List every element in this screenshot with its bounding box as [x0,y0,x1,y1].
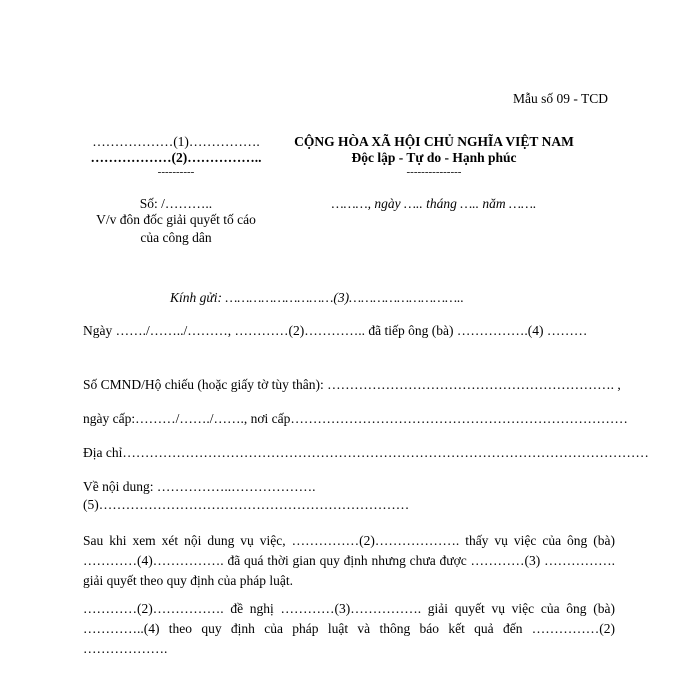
form-code: Mẫu số 09 - TCD [513,91,609,106]
paragraph-review: Sau khi xem xét nội dung vụ việc, ……………(2)………………. thấy vụ việc của ông (bà) …………(4)……………. đã quá thời gian quy định nhưng chưa được …………(3) ……………. giải quyết theo quy định của pháp luật. [83,533,615,588]
national-slogan: Độc lập - Tự do - Hạnh phúc [351,150,517,165]
recipient-line: Kính gửi: ………………………(3)……………………….. [170,290,464,305]
subject-line-1: V/v đôn đốc giải quyết tố cáo [96,212,256,227]
agency-divider: ---------- [157,166,195,178]
date-line: ………, ngày ….. tháng ….. năm ……. [331,196,537,211]
motto-divider: --------------- [406,166,462,178]
paragraph-content-detail: (5)…………………………………………………………… [83,497,410,512]
agency-line-2: ………………(2)…………….. [90,150,262,165]
paragraph-request: …………(2)……………. đề nghị …………(3)……………. giải quyết vụ việc của ông (bà) …………..(4) theo quy định của pháp luật và thông báo kết quả đến ……………(2) ………………. [83,601,615,656]
paragraph-content-label: Về nội dung: ……………..………………. [83,479,316,494]
agency-line-1: ………………(1)……………. [92,134,260,149]
country-name: CỘNG HÒA XÃ HỘI CHỦ NGHĨA VIỆT NAM [294,134,574,149]
paragraph-address: Địa chỉ……………………………………………………………………………………………………… [83,445,649,460]
paragraph-id-number: Số CMND/Hộ chiếu (hoặc giấy tờ tùy thân): ………………………………………………………. , [83,377,621,392]
paragraph-issue-info: ngày cấp:………/……./……., nơi cấp………………………………………………………………… [83,411,628,426]
paragraph-reception: Ngày ……./……../………, …………(2)………….. đã tiếp ông (bà) …………….(4) ……… [83,323,588,338]
document-number: Số: /……….. [139,196,213,211]
subject-line-2: của công dân [140,230,212,245]
